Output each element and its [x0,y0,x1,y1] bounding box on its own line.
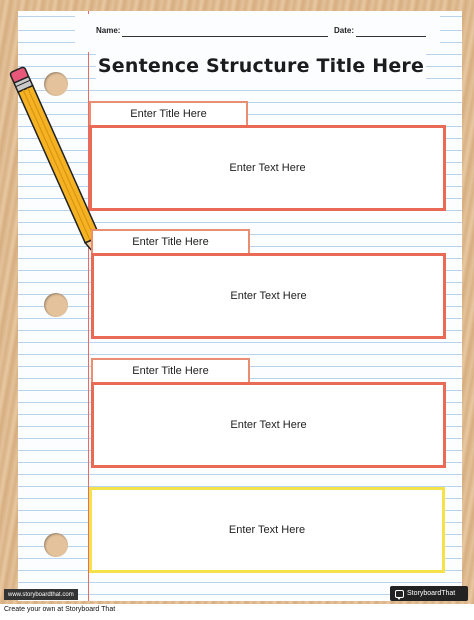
logo-text: StoryboardThat [407,590,456,597]
date-label: Date: [334,26,355,35]
storyboard-logo-icon [395,590,404,598]
section-4-text-box[interactable]: Enter Text Here [89,487,445,573]
section-1-text-box[interactable]: Enter Text Here [89,125,446,211]
section-2-text-box[interactable]: Enter Text Here [91,253,446,339]
section-1-title[interactable]: Enter Title Here [89,101,248,125]
page-title[interactable]: Sentence Structure Title Here [97,55,425,77]
name-label: Name: [96,26,121,35]
credit-text: Create your own at Storyboard That [4,606,116,613]
binder-hole-bottom [44,533,68,557]
section-2-title[interactable]: Enter Title Here [91,229,250,253]
section-3-title[interactable]: Enter Title Here [91,358,250,382]
section-3-text-box[interactable]: Enter Text Here [91,382,446,468]
watermark: www.storyboardthat.com [4,589,78,600]
storyboard-logo[interactable] [390,586,468,601]
